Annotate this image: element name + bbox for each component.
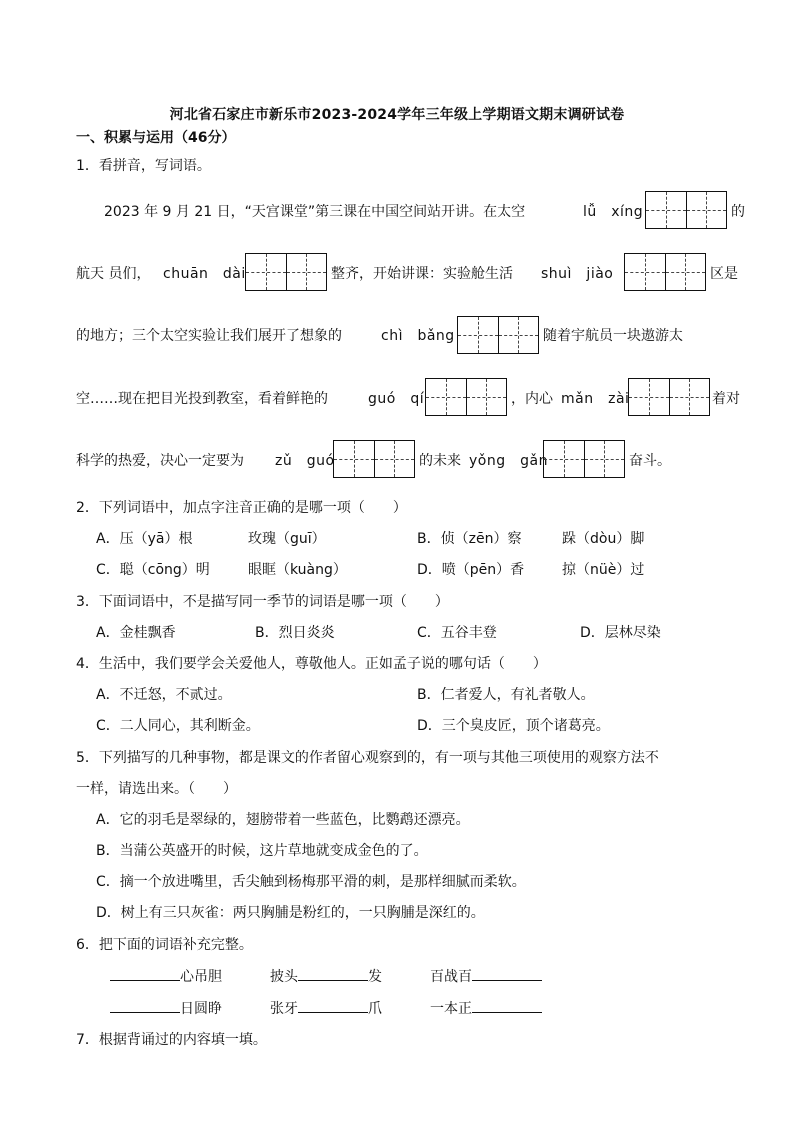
q2-option-a-word1[interactable]: A．压（yā）根 [96,531,193,547]
question-1-stem: 1．看拼音，写词语。 [76,158,211,174]
writing-grid-guoqi[interactable] [425,378,507,416]
q1-pinyin-guoqi: guó qí [368,391,425,407]
q2-option-d-word1[interactable]: D．喷（pēn）香 [417,562,525,578]
question-6-stem: 6．把下面的词语补充完整。 [76,937,253,953]
question-4-stem: 4．生活中，我们要学会关爱他人，尊敬他人。正如孟子说的哪句话（ ） [76,656,547,672]
idiom-3-blank[interactable] [472,966,542,981]
q1-line1-text: 2023 年 9 月 21 日，“天宫课堂”第三课在中国空间站开讲。在太空 [104,204,526,220]
q4-option-a[interactable]: A．不迁怒，不贰过。 [96,687,232,703]
idiom-5-blank[interactable] [298,998,368,1013]
q1-line5-mid: 的未来 [419,453,461,469]
q3-option-c[interactable]: C．五谷丰登 [417,625,497,641]
writing-grid-yonggan[interactable] [543,440,625,478]
q1-line2-mid: 整齐，开始讲课：实验舱生活 [331,266,513,282]
writing-grid-shuijiao[interactable] [624,253,706,291]
page-title: 河北省石家庄市新乐市2023-2024学年三年级上学期语文期末调研试卷 [169,107,625,123]
q4-option-c[interactable]: C．二人同心，其利断金。 [96,718,260,734]
q2-option-c-word2: 眼眶（kuàng） [248,562,347,578]
q3-option-a[interactable]: A．金桂飘香 [96,625,176,641]
q2-option-c-word1[interactable]: C．聪（cōng）明 [96,562,210,578]
question-7-stem: 7．根据背诵过的内容填一填。 [76,1032,267,1048]
idiom-1-blank[interactable] [110,966,180,981]
idiom-2-blank[interactable] [298,966,368,981]
q2-option-b-word2: 跺（dòu）脚 [562,531,645,547]
q1-line4-text: 空……现在把目光投到教室，看着鲜艳的 [76,391,328,407]
idiom-2: 披头 发 [270,966,382,987]
q1-pinyin-chuandai: chuān dài [163,266,246,282]
idiom-4: 日圆睁 [110,998,222,1019]
q5-option-a[interactable]: A．它的羽毛是翠绿的，翅膀带着一些蓝色，比鹦鹉还漂亮。 [96,812,470,828]
writing-grid-chibang[interactable] [457,316,539,354]
question-5-stem-line1: 5．下列描写的几种事物，都是课文的作者留心观察到的，有一项与其他三项使用的观察方法不 [76,750,659,766]
q2-option-a-word2: 玫瑰（guī） [248,531,326,547]
q1-line4-end: 着对 [712,391,740,407]
q1-pinyin-manzai: mǎn zài [561,391,630,407]
q5-option-c[interactable]: C．摘一个放进嘴里，舌尖触到杨梅那平滑的刺，是那样细腻而柔软。 [96,874,526,890]
q5-option-d[interactable]: D．树上有三只灰雀：两只胸脯是粉红的，一只胸脯是深红的。 [96,905,485,921]
writing-grid-lvxing[interactable] [645,191,727,229]
question-3-stem: 3．下面词语中，不是描写同一季节的词语是哪一项（ ） [76,594,449,610]
idiom-3: 百战百 [430,966,542,987]
q1-pinyin-zuguo: zǔ guó [275,453,335,469]
writing-grid-manzai[interactable] [628,378,710,416]
q1-line5-end: 奋斗。 [629,453,671,469]
q2-option-d-word2: 掠（nüè）过 [562,562,645,578]
q2-option-b-word1[interactable]: B．侦（zēn）察 [417,531,522,547]
q1-pinyin-chibang: chì bǎng [381,328,455,344]
question-5-stem-line2: 一样，请选出来。（ ） [76,781,237,797]
q3-option-d[interactable]: D．层林尽染 [580,625,661,641]
q1-pinyin-yonggan: yǒng gǎn [469,453,548,469]
q1-line3-text: 的地方；三个太空实验让我们展开了想象的 [76,328,342,344]
idiom-5: 张牙 爪 [270,998,382,1019]
q1-line2-end: 区是 [710,266,738,282]
q5-option-b[interactable]: B．当蒲公英盛开的时候，这片草地就变成金色的了。 [96,843,428,859]
idiom-6: 一本正 [430,998,542,1019]
q1-pinyin-lvxing: lǚ xíng [583,204,644,220]
writing-grid-zuguo[interactable] [333,440,415,478]
q1-line3-end: 随着宇航员一块遨游太 [543,328,683,344]
writing-grid-chuandai[interactable] [245,253,327,291]
question-2-stem: 2．下列词语中，加点字注音正确的是哪一项（ ） [76,500,407,516]
q3-option-b[interactable]: B．烈日炎炎 [255,625,335,641]
q1-line4-mid: ，内心 [511,391,553,407]
idiom-6-blank[interactable] [472,998,542,1013]
q4-option-b[interactable]: B．仁者爱人，有礼者敬人。 [417,687,595,703]
idiom-4-blank[interactable] [110,998,180,1013]
q1-line1-end: 的 [731,204,745,220]
q1-line2-text: 航天 员们， [76,266,151,282]
q4-option-d[interactable]: D．三个臭皮匠，顶个诸葛亮。 [417,718,610,734]
idiom-1: 心吊胆 [110,966,222,987]
q1-pinyin-shuijiao: shuì jiào [541,266,614,282]
q1-line5-text: 科学的热爱，决心一定要为 [76,453,244,469]
section-heading: 一、积累与运用（46分） [76,130,236,146]
